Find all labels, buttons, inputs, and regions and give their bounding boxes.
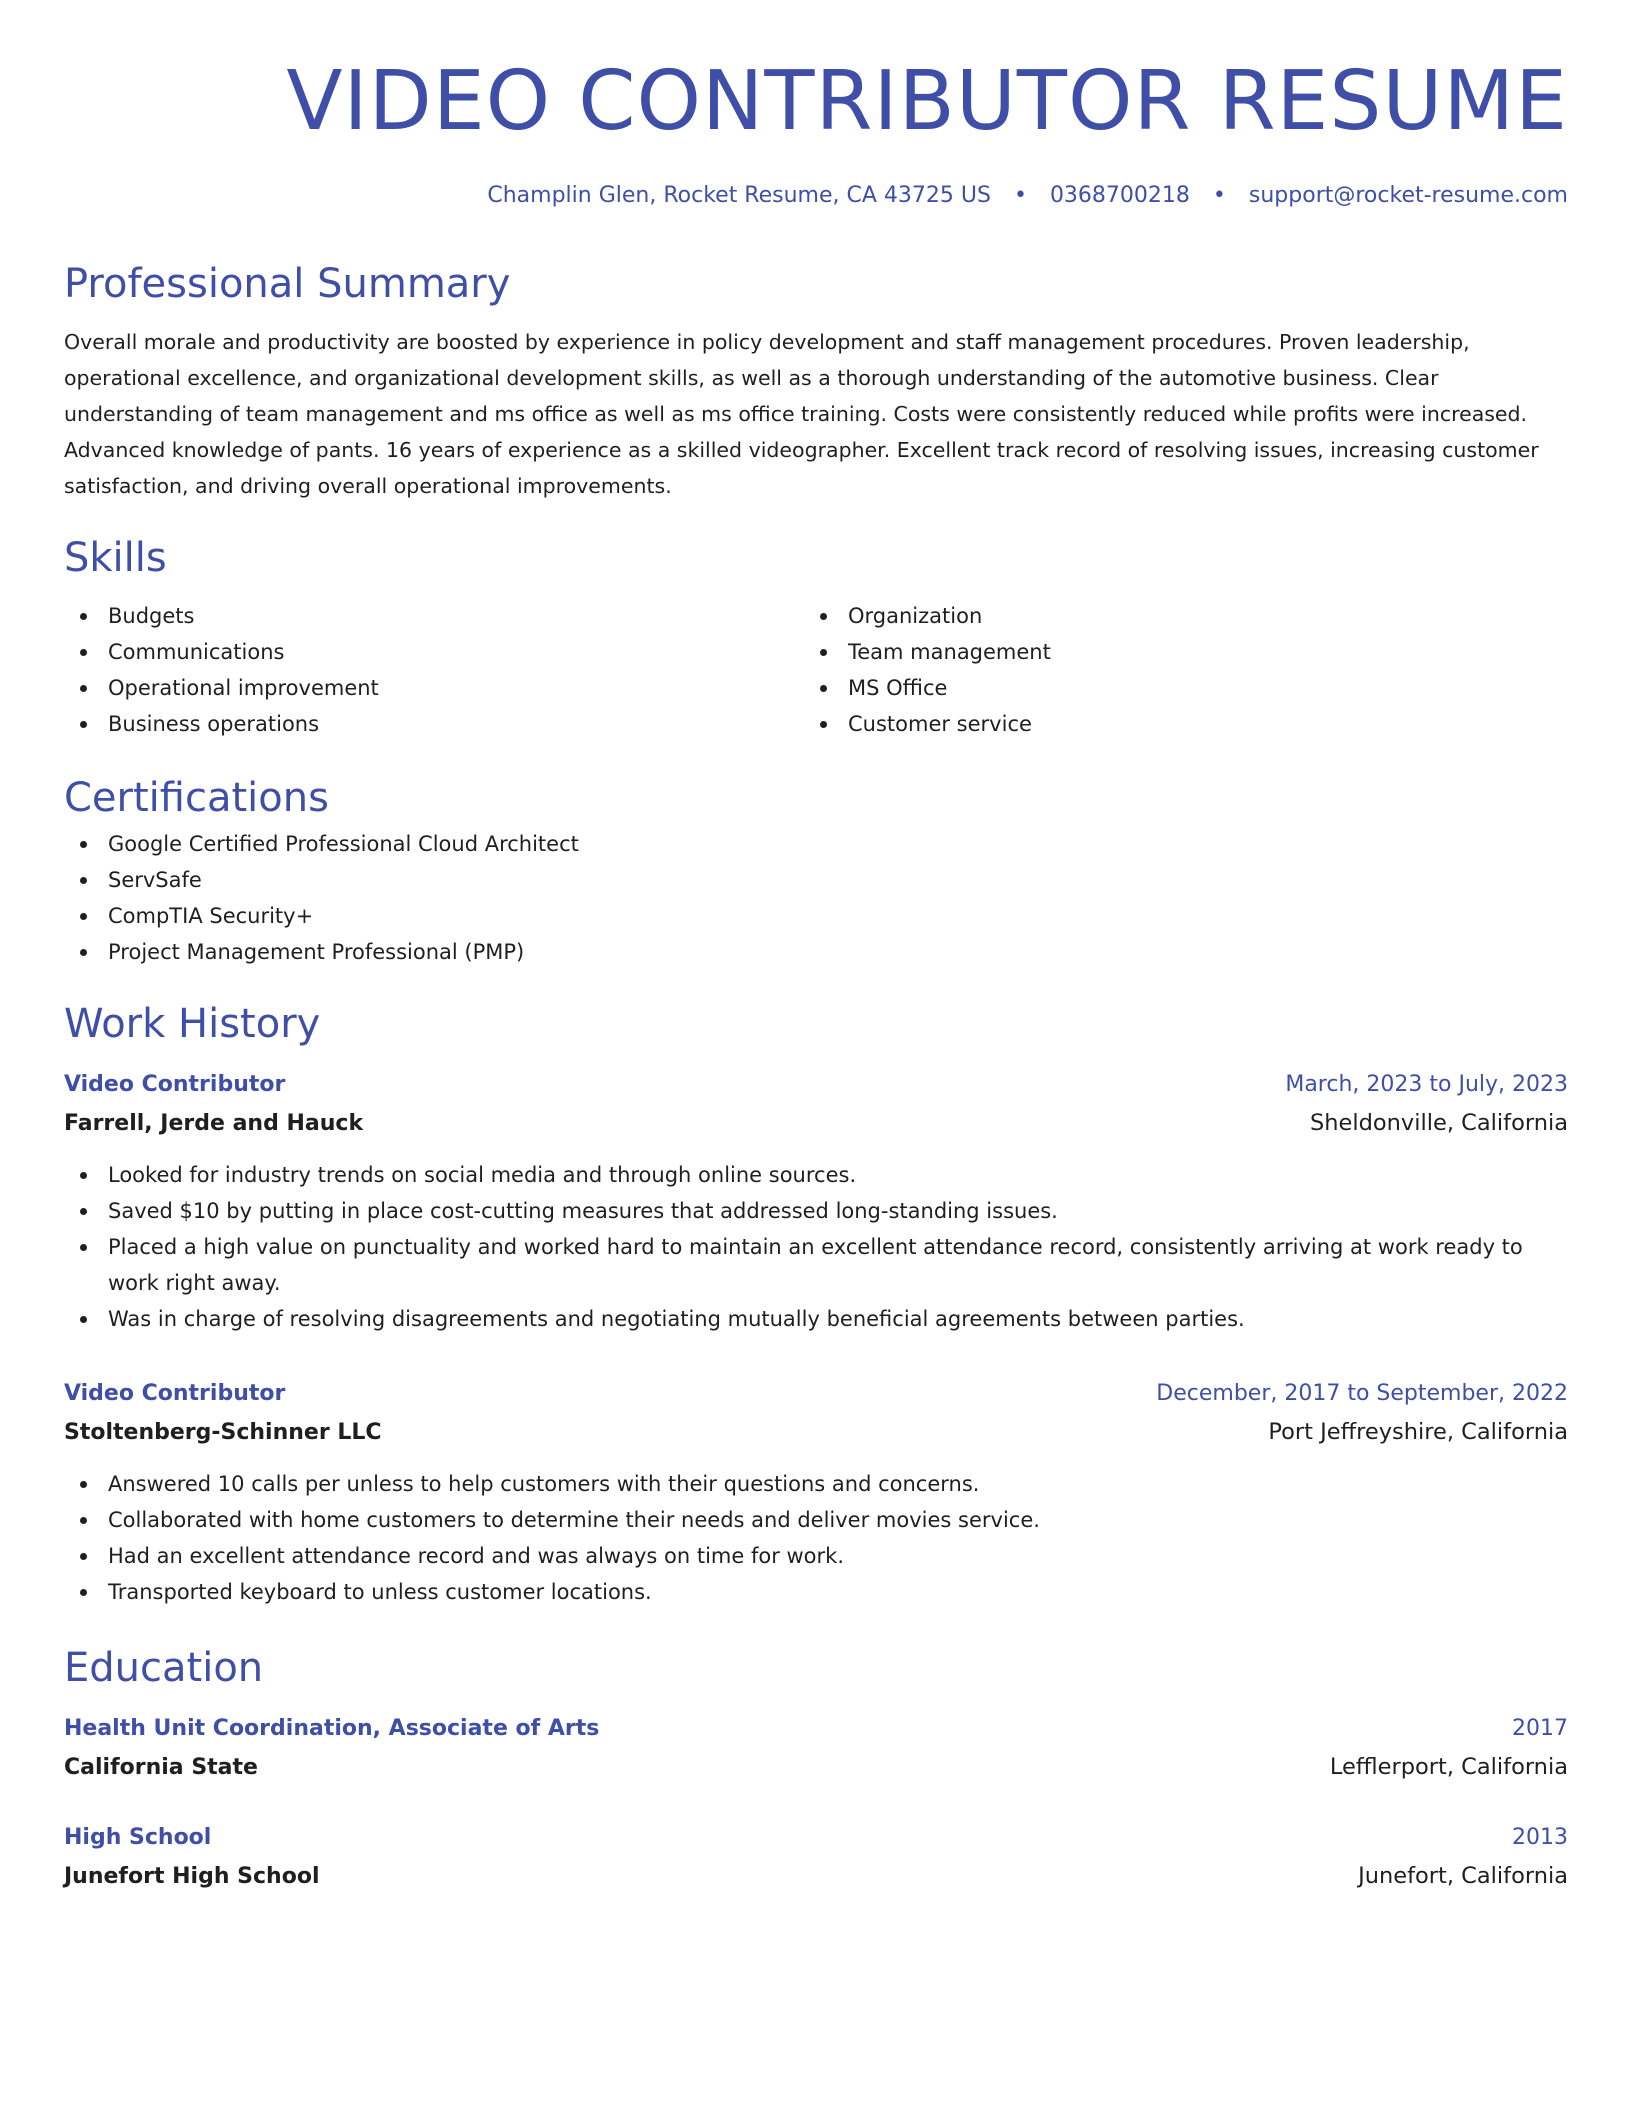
summary-text: Overall morale and productivity are boosted by experience in policy development and staff management procedures. Proven leadership, operational excellence, and organizational development skills, as well as a thorough understanding of the automotive business. Clear understanding of team management and ms office as well as ms office training. Costs were consistently reduced while profits were increased. Advanced knowledge of pants. 16 years of experience as a skilled videographer. Excellent track record of resolving issues, increasing customer satisfaction, and driving overall operational improvements. [64, 330, 1539, 498]
education-section [64, 1640, 1568, 1896]
skill-item: Customer service [804, 706, 1544, 742]
work-entry [64, 1066, 1568, 1337]
education-entry-subheader [64, 1857, 1568, 1896]
contact-line [64, 180, 1568, 212]
skill-item: Team management [804, 634, 1544, 670]
certifications-list [64, 826, 1568, 970]
work-history-heading: Work History [64, 1001, 321, 1047]
job-duty-item: Collaborated with home customers to determine their needs and deliver movies service. [64, 1502, 1568, 1538]
contact-separator: • [1212, 183, 1226, 208]
education-entry-subheader [64, 1748, 1568, 1787]
summary-section [64, 256, 1568, 504]
certification-item: ServSafe [64, 862, 1568, 898]
company-name: Farrell, Jerde and Hauck [64, 1111, 364, 1136]
job-duty-item: Saved $10 by putting in place cost-cutting measures that addressed long-standing issues. [64, 1193, 1568, 1229]
skill-item: Communications [64, 634, 804, 670]
education-entry [64, 1819, 1568, 1896]
graduation-year: 2013 [1512, 1825, 1568, 1850]
education-heading: Education [64, 1645, 264, 1691]
job-duty-item: Placed a high value on punctuality and worked hard to maintain an excellent attendance record, consistently arriving at work ready to work right away. [64, 1229, 1568, 1301]
skill-item: Organization [804, 598, 1544, 634]
skills-column-right [804, 598, 1544, 742]
job-duty-item: Transported keyboard to unless customer locations. [64, 1574, 1568, 1610]
skill-item: Operational improvement [64, 670, 804, 706]
education-entry-header [64, 1819, 1568, 1857]
degree-name: Health Unit Coordination, Associate of Arts [64, 1716, 600, 1741]
resume-title: VIDEO CONTRIBUTOR RESUME [286, 54, 1568, 149]
certifications-heading: Certifications [64, 775, 329, 821]
degree-name: High School [64, 1825, 212, 1850]
job-dates: March, 2023 to July, 2023 [1285, 1072, 1568, 1097]
contact-address: Champlin Glen, Rocket Resume, CA 43725 US [487, 183, 991, 208]
certification-item: Google Certified Professional Cloud Architect [64, 826, 1568, 862]
job-duties-list [64, 1157, 1568, 1337]
skills-list-left [64, 598, 804, 742]
skill-item: Business operations [64, 706, 804, 742]
education-entry-header [64, 1710, 1568, 1748]
school-location: Lefflerport, California [1329, 1754, 1568, 1780]
graduation-year: 2017 [1512, 1716, 1568, 1741]
contact-separator: • [1013, 183, 1027, 208]
work-entry-subheader [64, 1104, 1568, 1143]
work-entry-subheader [64, 1413, 1568, 1452]
skills-grid [64, 598, 1568, 742]
contact-phone: 0368700218 [1049, 183, 1190, 208]
job-dates: December, 2017 to September, 2022 [1156, 1381, 1568, 1406]
school-location: Junefort, California [1358, 1863, 1568, 1889]
skill-item: MS Office [804, 670, 1544, 706]
school-name: Junefort High School [64, 1864, 320, 1889]
job-duty-item: Had an excellent attendance record and was always on time for work. [64, 1538, 1568, 1574]
education-entry [64, 1710, 1568, 1787]
job-duty-item: Answered 10 calls per unless to help customers with their questions and concerns. [64, 1466, 1568, 1502]
certification-item: Project Management Professional (PMP) [64, 934, 1568, 970]
school-name: California State [64, 1755, 258, 1780]
skill-item: Budgets [64, 598, 804, 634]
job-location: Port Jeffreyshire, California [1268, 1419, 1568, 1445]
certifications-section [64, 770, 1568, 970]
work-history-section [64, 996, 1568, 1610]
work-entry-header [64, 1375, 1568, 1413]
job-duty-item: Looked for industry trends on social media and through online sources. [64, 1157, 1568, 1193]
summary-heading: Professional Summary [64, 261, 511, 307]
skills-list-right [804, 598, 1544, 742]
job-duties-list [64, 1466, 1568, 1610]
company-name: Stoltenberg-Schinner LLC [64, 1420, 382, 1445]
work-entry [64, 1375, 1568, 1610]
contact-email: support@rocket-resume.com [1248, 183, 1568, 208]
job-title: Video Contributor [64, 1072, 286, 1097]
certification-item: CompTIA Security+ [64, 898, 1568, 934]
skills-heading: Skills [64, 535, 167, 581]
work-entry-header [64, 1066, 1568, 1104]
job-duty-item: Was in charge of resolving disagreements and negotiating mutually beneficial agreements between parties. [64, 1301, 1568, 1337]
job-location: Sheldonville, California [1309, 1110, 1568, 1136]
skills-column-left [64, 598, 804, 742]
resume-header [64, 0, 1568, 212]
skills-section [64, 530, 1568, 742]
job-title: Video Contributor [64, 1381, 286, 1406]
